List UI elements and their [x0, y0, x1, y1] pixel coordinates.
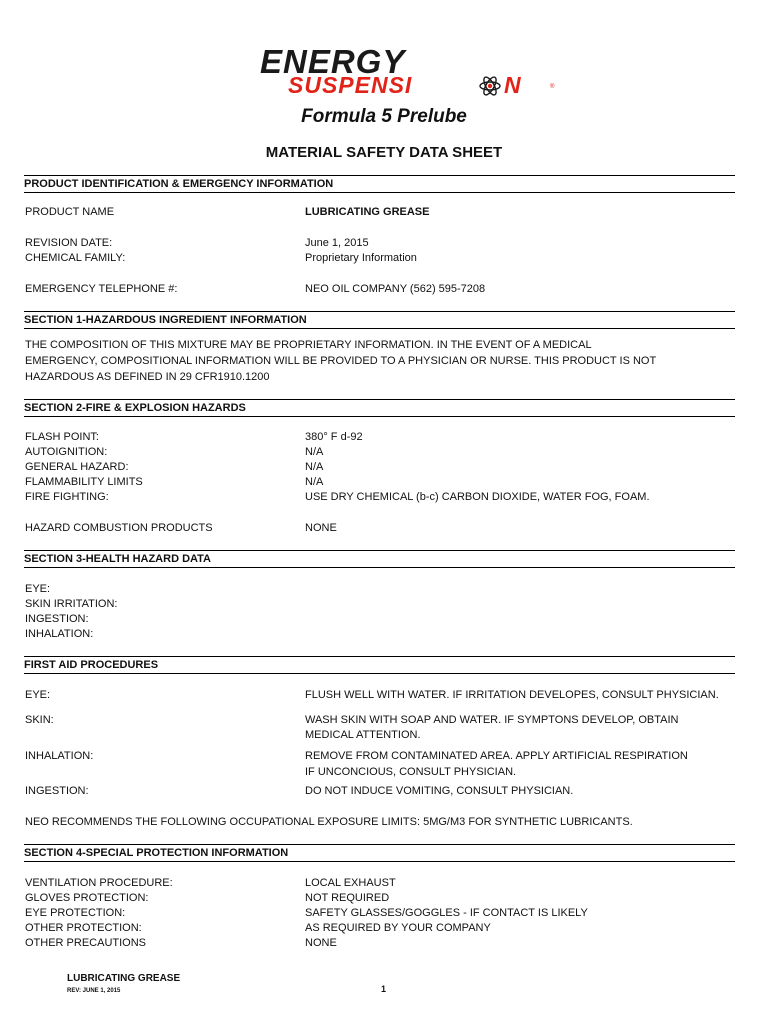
first-aid-skin-label: SKIN:: [25, 714, 54, 726]
brand-logo: [260, 43, 560, 100]
emergency-phone-value: NEO OIL COMPANY (562) 595-7208: [305, 283, 486, 295]
document-title: MATERIAL SAFETY DATA SHEET: [265, 144, 503, 161]
product-name-value: LUBRICATING GREASE: [305, 206, 430, 218]
other-precautions-label: OTHER PRECAUTIONS: [25, 937, 147, 949]
general-hazard-value: N/A: [305, 461, 324, 473]
first-aid-skin-value: WASH SKIN WITH SOAP AND WATER. IF SYMPTONS DEVELOP, OBTAIN: [305, 714, 679, 726]
first-aid-inhalation-label: INHALATION:: [25, 750, 94, 762]
logo-line-suspension: SUSPENSI: [288, 72, 413, 98]
eye-protection-value: SAFETY GLASSES/GOGGLES - IF CONTACT IS LIKELY: [305, 907, 588, 919]
chemical-family-value: Proprietary Information: [305, 252, 417, 264]
section1-text-line: THE COMPOSITION OF THIS MIXTURE MAY BE PROPRIETARY INFORMATION. IN THE EVENT OF A MEDICAL: [25, 339, 592, 351]
first-aid-ingestion-value: DO NOT INDUCE VOMITING, CONSULT PHYSICIAN.: [305, 785, 574, 797]
chemical-family-label: CHEMICAL FAMILY:: [25, 252, 126, 264]
first-aid-eye-label: EYE:: [25, 689, 51, 701]
ventilation-value: LOCAL EXHAUST: [305, 877, 396, 889]
general-hazard-label: GENERAL HAZARD:: [25, 461, 129, 473]
fire-fighting-value: USE DRY CHEMICAL (b-c) CARBON DIOXIDE, WATER FOG, FOAM.: [305, 491, 650, 503]
health-eye-label: EYE:: [25, 583, 51, 595]
combustion-products-value: NONE: [305, 522, 337, 534]
section-heading-2: SECTION 2-FIRE & EXPLOSION HAZARDS: [24, 399, 735, 417]
section-heading-first-aid: FIRST AID PROCEDURES: [24, 656, 735, 674]
health-inhalation-label: INHALATION:: [25, 628, 94, 640]
eye-protection-label: EYE PROTECTION:: [25, 907, 126, 919]
revision-date-value: June 1, 2015: [305, 237, 369, 249]
page-number: 1: [381, 984, 387, 994]
product-title: Formula 5 Prelube: [301, 106, 467, 127]
section-heading-1: SECTION 1-HAZARDOUS INGREDIENT INFORMATION: [24, 311, 735, 329]
fire-fighting-label: FIRE FIGHTING:: [25, 491, 109, 503]
footer-revision: REV: JUNE 1, 2015: [67, 988, 121, 994]
combustion-products-label: HAZARD COMBUSTION PRODUCTS: [25, 522, 213, 534]
first-aid-ingestion-label: INGESTION:: [25, 785, 89, 797]
exposure-limits-note: NEO RECOMMENDS THE FOLLOWING OCCUPATIONAL EXPOSURE LIMITS: 5MG/M3 FOR SYNTHETIC LUBRICANTS.: [25, 816, 633, 828]
section1-text-line: EMERGENCY, COMPOSITIONAL INFORMATION WILL BE PROVIDED TO A PHYSICIAN OR NURSE. THIS PRODUCT IS NOT: [25, 355, 657, 367]
ventilation-label: VENTILATION PROCEDURE:: [25, 877, 173, 889]
section-heading-identification: PRODUCT IDENTIFICATION & EMERGENCY INFORMATION: [24, 175, 735, 193]
flammability-limits-value: N/A: [305, 476, 324, 488]
section-heading-4: SECTION 4-SPECIAL PROTECTION INFORMATION: [24, 844, 735, 862]
atom-icon: [478, 74, 502, 98]
logo-line-suspension-end: N: [504, 72, 521, 98]
section1-text-line: HAZARDOUS AS DEFINED IN 29 CFR1910.1200: [25, 371, 270, 383]
other-precautions-value: NONE: [305, 937, 337, 949]
flash-point-value: 380° F d-92: [305, 431, 363, 443]
product-name-label: PRODUCT NAME: [25, 206, 115, 218]
gloves-protection-label: GLOVES PROTECTION:: [25, 892, 149, 904]
health-ingestion-label: INGESTION:: [25, 613, 89, 625]
autoignition-value: N/A: [305, 446, 324, 458]
first-aid-inhalation-value: IF UNCONCIOUS, CONSULT PHYSICIAN.: [305, 766, 517, 778]
other-protection-value: AS REQUIRED BY YOUR COMPANY: [305, 922, 491, 934]
autoignition-label: AUTOIGNITION:: [25, 446, 108, 458]
health-skin-label: SKIN IRRITATION:: [25, 598, 118, 610]
registered-mark: ®: [550, 84, 555, 90]
first-aid-skin-value: MEDICAL ATTENTION.: [305, 729, 421, 741]
gloves-protection-value: NOT REQUIRED: [305, 892, 390, 904]
revision-date-label: REVISION DATE:: [25, 237, 113, 249]
section-heading-3: SECTION 3-HEALTH HAZARD DATA: [24, 550, 735, 568]
footer-product-name: LUBRICATING GREASE: [67, 973, 181, 984]
emergency-phone-label: EMERGENCY TELEPHONE #:: [25, 283, 178, 295]
first-aid-eye-value: FLUSH WELL WITH WATER. IF IRRITATION DEVELOPES, CONSULT PHYSICIAN.: [305, 689, 719, 701]
other-protection-label: OTHER PROTECTION:: [25, 922, 142, 934]
flammability-limits-label: FLAMMABILITY LIMITS: [25, 476, 143, 488]
first-aid-inhalation-value: REMOVE FROM CONTAMINATED AREA. APPLY ARTIFICIAL RESPIRATION: [305, 750, 688, 762]
logo-line-energy: ENERGY: [260, 43, 406, 80]
flash-point-label: FLASH POINT:: [25, 431, 99, 443]
